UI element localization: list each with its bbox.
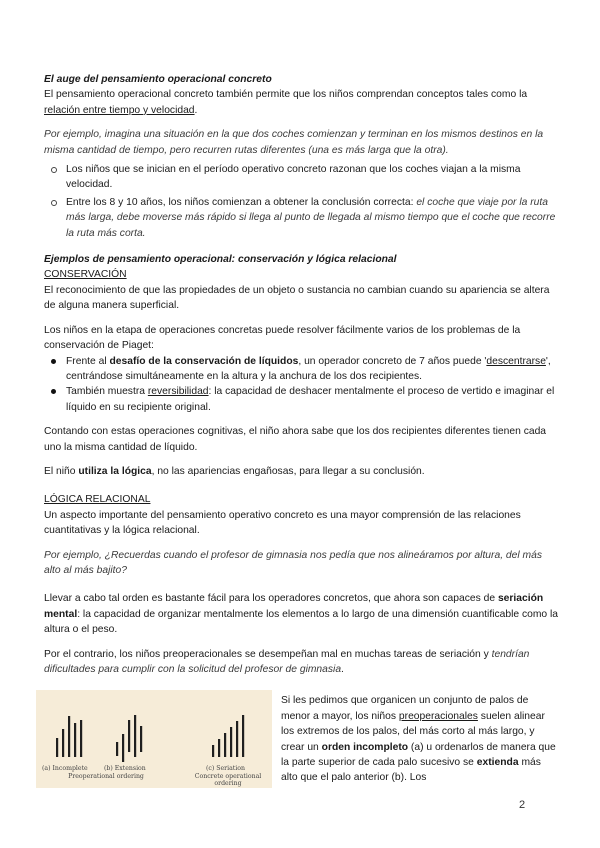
subheading-conservation: CONSERVACIÓN [44, 269, 127, 281]
caption-concrete: Concrete operational ordering [194, 773, 262, 788]
subheading-relational-logic: LÓGICA RELACIONAL [44, 494, 151, 506]
paragraph-relational: Un aspecto importante del pensamiento operativo concreto es una mayor comprensión de las relaciones cuantitativas y la lógica relacional. [44, 509, 521, 537]
list-cars [44, 162, 559, 241]
caption-preoperational: Preoperational ordering [68, 773, 144, 781]
paragraph-conservation: Los niños en la etapa de operaciones concretas puede resolver fácilmente varios de los problemas de la conservación de Piaget: [44, 324, 521, 352]
caption-a: (a) Incomplete [42, 765, 88, 773]
list-item: También muestra reversibilidad: la capacidad de deshacer mentalmente el proceso de vertido e imaginar el líquido en su recipiente original. [44, 384, 559, 415]
paragraph-cognitive: Contando con estas operaciones cognitivas, el niño ahora sabe que los dos recipientes diferentes tienen cada uno la misma cantidad de líquido. [44, 426, 547, 453]
link-descentrarse[interactable]: descentrarse [486, 355, 546, 367]
seriation-figure [36, 690, 272, 788]
section-heading-operational: El auge del pensamiento operacional concreto [44, 74, 272, 85]
caption-c: (c) Seriation [206, 765, 245, 773]
list-item: Los niños que se inician en el período operativo concreto razonan que los coches viajan a la misma velocidad. [44, 162, 559, 193]
list-conservation [44, 354, 559, 416]
paragraph-sticks: Si les pedimos que organicen un conjunto de palos de menor a mayor, los niños preoperacionales suelen alinear los extremos de los palos, del más corto al más largo, y crear un orden incompleto (a) u ordenarlos de manera que la parte superior de cada palo sucesivo se extienda más alto que el palo anterior (b). Los [281, 695, 556, 784]
list-item: Frente al desafío de la conservación de líquidos, un operador concreto de 7 años puede 'descentrarse', centrándose simultáneamente en la altura y la anchura de los dos recipientes. [44, 354, 559, 385]
link-reversibilidad[interactable]: reversibilidad [147, 386, 209, 398]
list-item: Entre los 8 y 10 años, los niños comienzan a obtener la conclusión correcta: el coche que viaje por la ruta más larga, debe moverse más rápido si llega al punto de llegada al mismo tiempo que el coche que recorre la ruta más corta. [44, 195, 559, 241]
link-preoperacionales[interactable]: preoperacionales [398, 710, 478, 722]
section-heading-examples: Ejemplos de pensamiento operacional: conservación y lógica relacional [44, 254, 397, 266]
link-time-speed[interactable]: relación entre tiempo y velocidad [44, 104, 195, 116]
figure-row [44, 690, 559, 800]
paragraph-definition: El reconocimiento de que las propiedades de un objeto o sustancia no cambian cuando su apariencia se altera de alguna manera superficial. [44, 284, 550, 312]
paragraph-intro: El pensamiento operacional concreto también permite que los niños comprendan conceptos tales como la relación entre tiempo y velocidad. [44, 89, 528, 116]
page-number: 2 [519, 799, 526, 811]
paragraph-logic: El niño utiliza la lógica, no las apariencias engañosas, para llegar a su conclusión. [44, 465, 425, 477]
example-cars: Por ejemplo, imagina una situación en la que dos coches comienzan y terminan en los mismos destinos en la misma cantidad de tiempo, pero recurren rutas diferentes (una es más larga que la otra). [44, 129, 544, 156]
paragraph-preoperational: Por el contrario, los niños preoperacionales se desempeñan mal en muchas tareas de seriación y tendrían dificultades para cumplir con la solicitud del profesor de gimnasia. [44, 648, 530, 675]
caption-b: (b) Extension [104, 765, 146, 773]
paragraph-seriation: Llevar a cabo tal orden es bastante fácil para los operadores concretos, que ahora son capaces de seriación mental: la capacidad de organizar mentalmente los elementos a lo largo de una dimensión cuantificable como la altura o el peso. [44, 593, 559, 636]
page-content [44, 72, 559, 800]
example-gym: Por ejemplo, ¿Recuerdas cuando el profesor de gimnasia nos pedía que nos alineáramos por altura, del más alto al más bajito? [44, 549, 542, 576]
